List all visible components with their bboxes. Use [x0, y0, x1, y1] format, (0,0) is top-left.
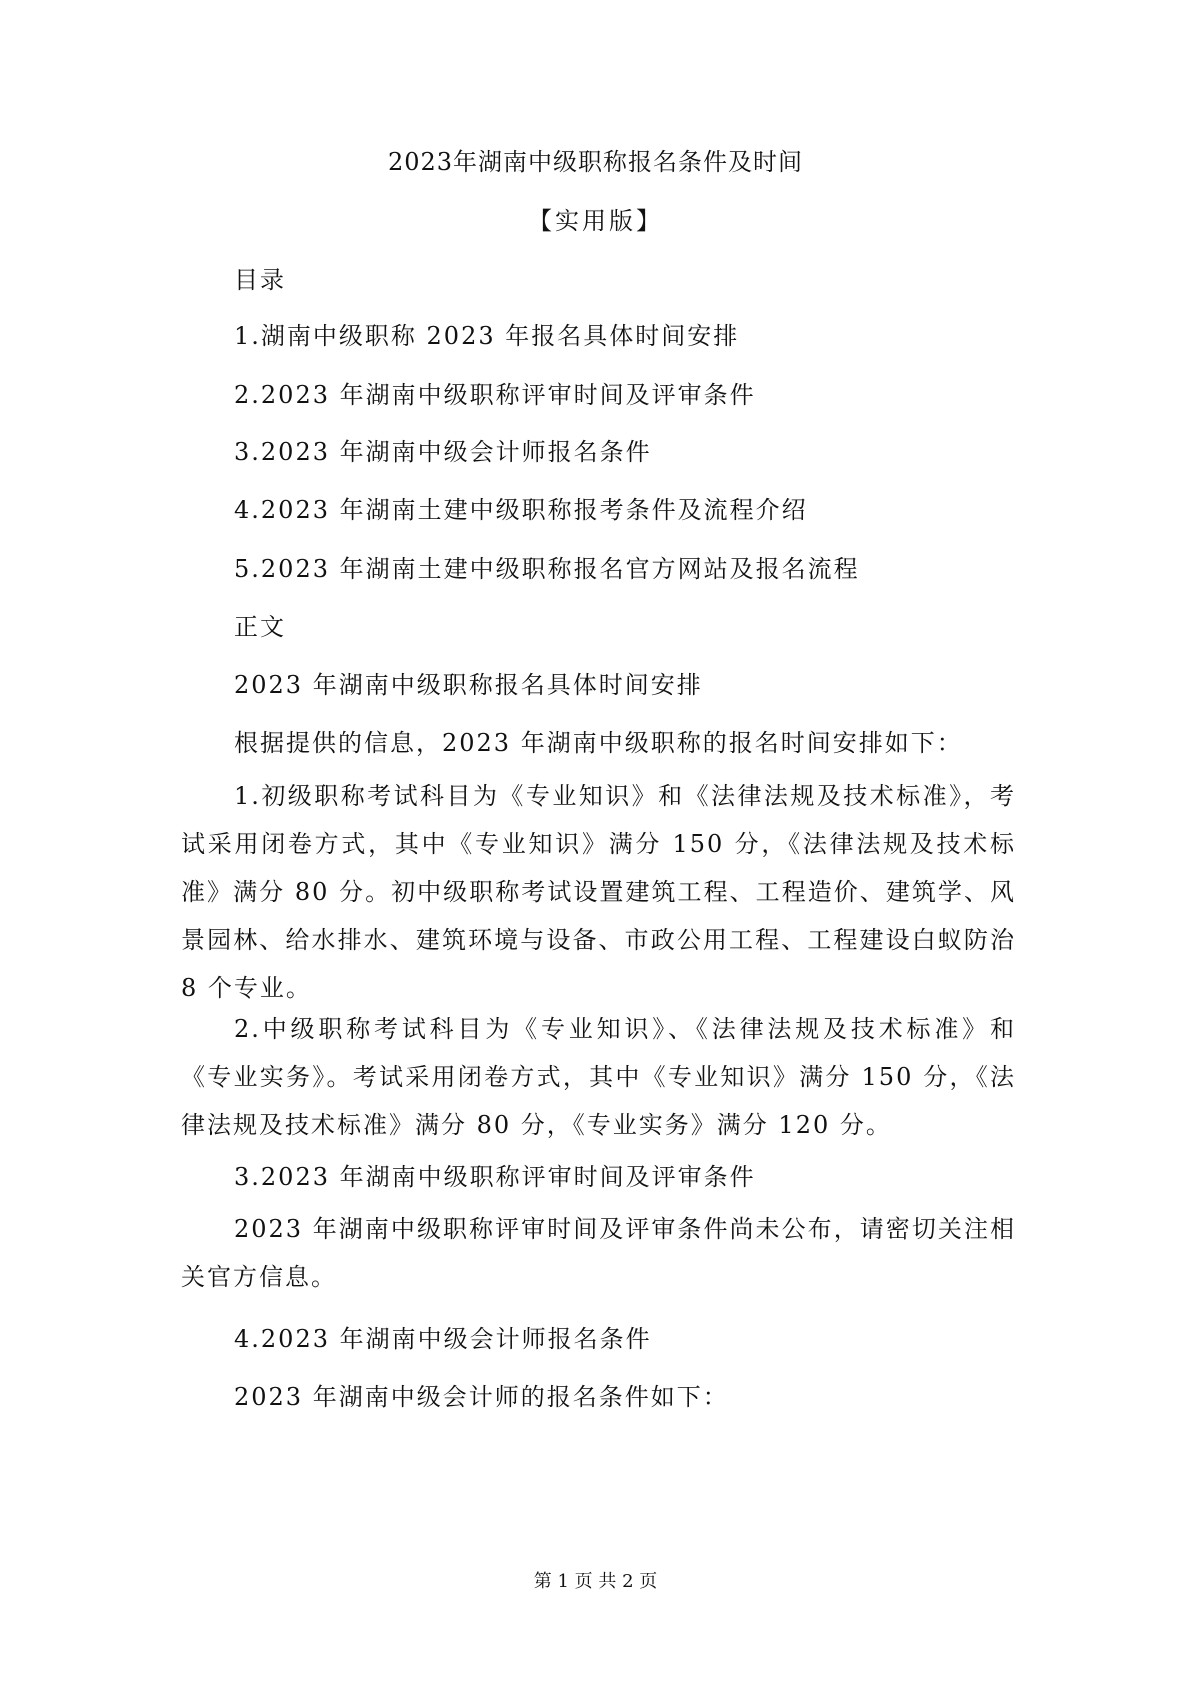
document-title: 2023年湖南中级职称报名条件及时间: [387, 148, 804, 176]
toc-item: 5.2023 年湖南土建中级职称报名官方网站及报名流程: [234, 555, 860, 583]
paragraph: 1.初级职称考试科目为《专业知识》和《法律法规及技术标准》，考试采用闭卷方式，其中《专业知识》满分 150 分，《法律法规及技术标准》满分 80 分。初中级职称考试设置建筑工程、工程造价、建筑学、风景园林、给水排水、建筑环境与设备、市政公用工程、工程建设白蚁防治 8 个专业。: [181, 782, 1016, 1002]
toc-item: 3.2023 年湖南中级会计师报名条件: [234, 438, 652, 466]
paragraph: 2.中级职称考试科目为《专业知识》、《法律法规及技术标准》和《专业实务》。考试采用闭卷方式，其中《专业知识》满分 150 分，《法律法规及技术标准》满分 80 分，《专业实务》满分 120 分。: [181, 1015, 1016, 1139]
toc-item: 1.湖南中级职称 2023 年报名具体时间安排: [234, 322, 740, 350]
section-heading: 2023 年湖南中级职称报名具体时间安排: [234, 671, 703, 699]
toc-item: 4.2023 年湖南土建中级职称报考条件及流程介绍: [234, 496, 808, 524]
section-intro: 根据提供的信息，2023 年湖南中级职称的报名时间安排如下：: [234, 729, 963, 757]
toc-heading: 目录: [234, 266, 286, 294]
page-footer: 第 1 页 共 2 页: [533, 1571, 658, 1592]
section-heading: 3.2023 年湖南中级职称评审时间及评审条件: [234, 1163, 756, 1191]
edition-label: 【实用版】: [528, 207, 663, 235]
section-intro: 2023 年湖南中级会计师的报名条件如下：: [234, 1383, 729, 1411]
body-heading: 正文: [234, 613, 286, 641]
section-heading: 4.2023 年湖南中级会计师报名条件: [234, 1325, 652, 1353]
paragraph: 2023 年湖南中级职称评审时间及评审条件尚未公布，请密切关注相关官方信息。: [181, 1215, 1016, 1291]
toc-item: 2.2023 年湖南中级职称评审时间及评审条件: [234, 381, 756, 409]
